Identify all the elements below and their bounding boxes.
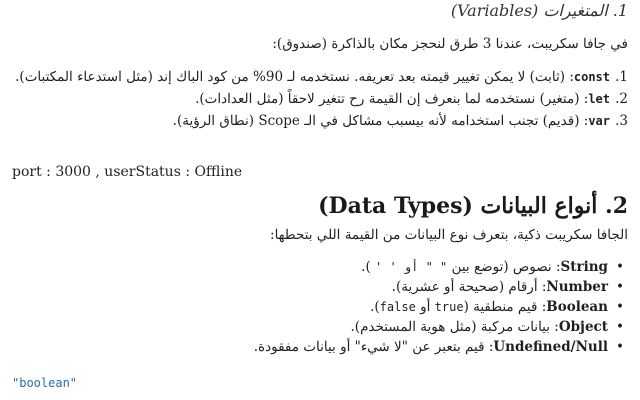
list-number: 3. [615,113,628,129]
keyword-let: let [588,92,610,106]
type-keyword: Object [558,319,608,335]
list-item-text: : قيم منطقية ( [463,299,547,315]
list-item-text: : (متغير) نستخدمه لما بنعرف إن القيمة رح تتغير لاحقاً (مثل العدادات). [195,91,589,107]
type-keyword: Number [546,279,608,295]
console-output-line: port : 3000 , userStatus : Offline [12,164,243,180]
bullet-icon: • [616,339,624,355]
list-item-text: ). [370,299,380,315]
type-keyword: Undefined/Null [493,339,608,355]
type-keyword: Boolean [546,299,608,315]
list-item [12,66,628,88]
variables-list [12,66,628,132]
list-item [28,277,628,297]
list-item-text: : (قديم) تجنب استخدامه لأنه بيسبب مشاكل في الـ Scope (نطاق الرؤية). [172,113,589,129]
bullet-icon: • [616,319,624,335]
inline-code: " " أو ' ' [375,260,448,274]
section-heading-variables: 1. المتغيرات (Variables) [450,1,628,20]
list-item-text: : قيم بتعبر عن "لا شيء" أو بيانات مفقودة. [253,339,494,355]
list-item [28,337,628,357]
variables-intro: في جافا سكريبت، عندنا 3 طرق لنحجز مكان بالذاكرة (صندوق): [272,36,628,52]
list-item-text: أو [415,299,435,315]
keyword-const: const [573,70,610,84]
data-types-intro: الجافا سكريبت ذكية، بتعرف نوع البيانات من القيمة اللي بتحطها: [270,227,628,243]
list-item-text: : نصوص (توضع بين [447,259,561,275]
list-number: 2. [615,91,628,107]
data-types-list [28,257,628,357]
keyword-var: var [588,114,610,128]
list-item-text: : أرقام (صحيحة أو عشرية). [391,279,547,295]
list-item-text: : (ثابت) لا يمكن تغيير قيمته بعد تعريفه. نستخدمه لـ 90% من كود الباك إند (مثل استدعاء المكتبات). [15,69,574,85]
inline-code: false [379,300,416,314]
bullet-icon: • [616,259,624,275]
inline-code: true [434,300,464,314]
list-item [28,297,628,317]
code-output: "boolean" [12,376,78,390]
list-item [28,257,628,277]
list-item [12,88,628,110]
list-number: 1. [615,69,628,85]
bullet-icon: • [616,279,624,295]
list-item [12,110,628,132]
section-heading-data-types: 2. أنواع البيانات (Data Types) [318,193,628,219]
type-keyword: String [560,259,608,275]
list-item [28,317,628,337]
list-item-text: : بيانات مركبة (مثل هوية المستخدم). [350,319,559,335]
bullet-icon: • [616,299,624,315]
list-item-text: ). [361,259,376,275]
